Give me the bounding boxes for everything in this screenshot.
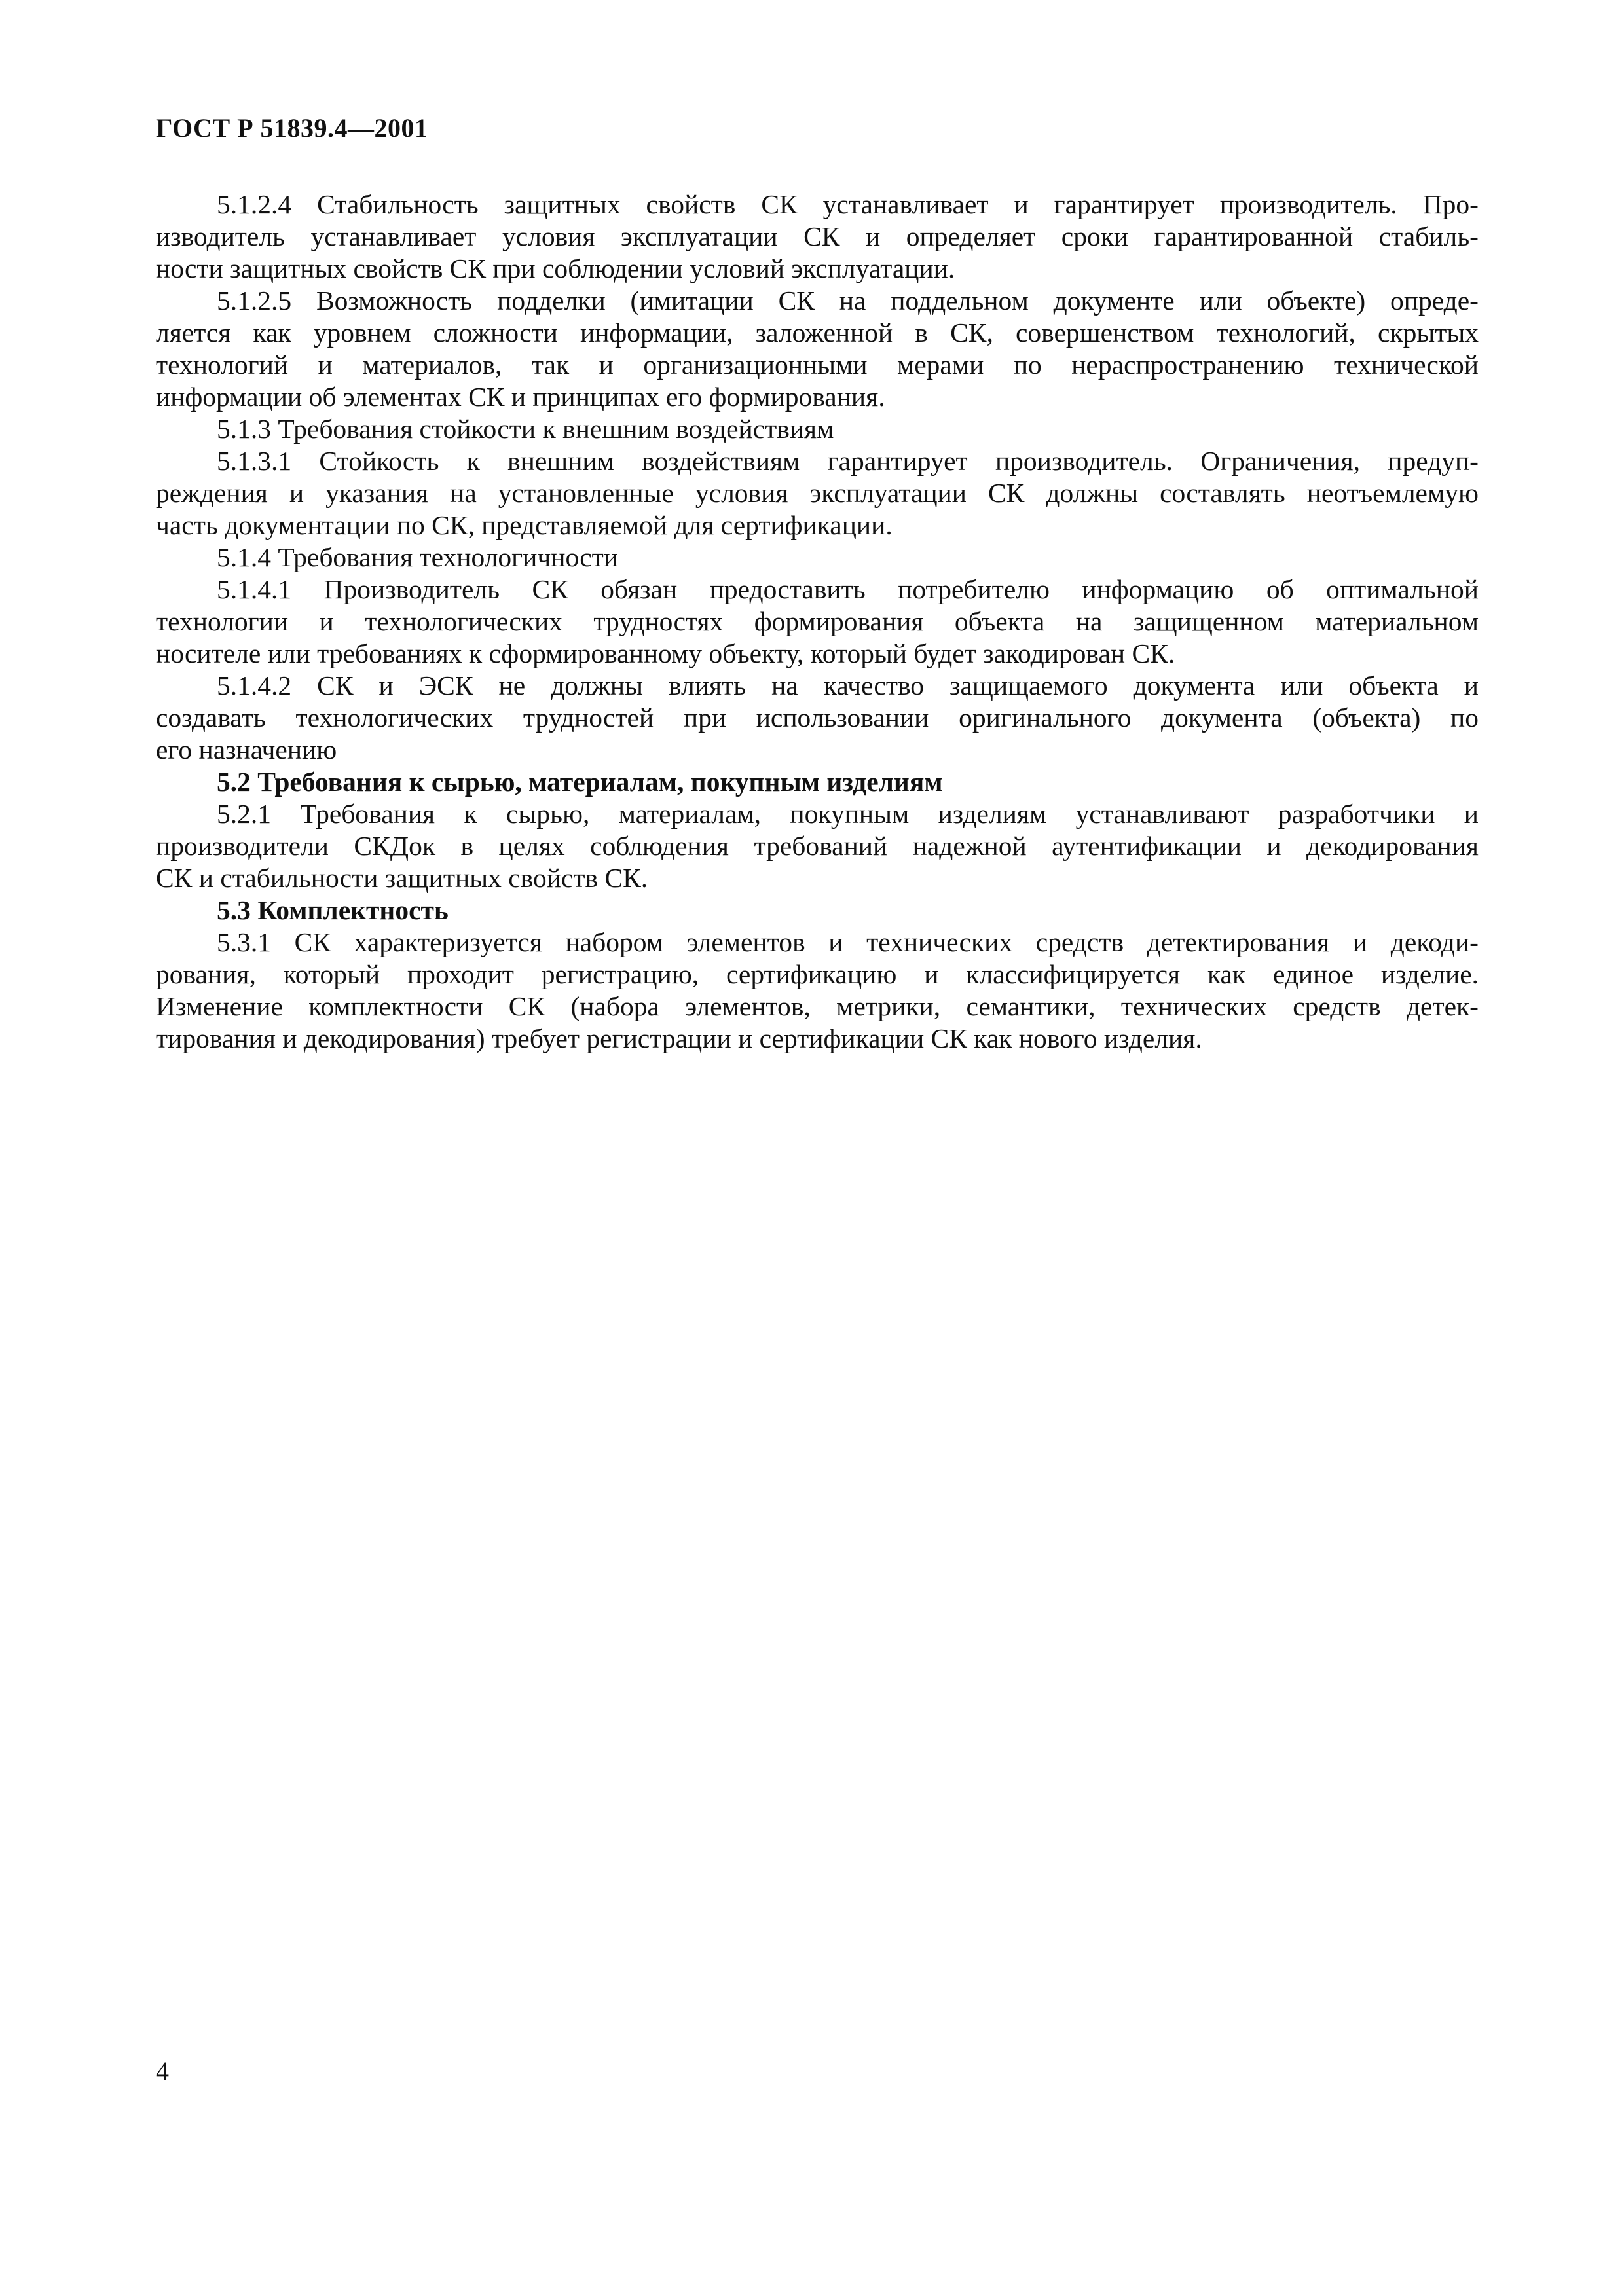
paragraph-line: технологии и технологических трудностях формирования объекта на защищенном материальном bbox=[156, 606, 1479, 636]
paragraph-line: технологий и материалов, так и организационными мерами по нераспространению технической bbox=[156, 350, 1479, 380]
paragraph-line: 5.1.4.1 Производитель СК обязан предоставить потребителю информацию об оптимальной bbox=[217, 574, 1479, 604]
paragraph-line: реждения и указания на установленные условия эксплуатации СК должны составлять неотъемлемую bbox=[156, 478, 1479, 508]
paragraph-line: Изменение комплектности СК (набора элементов, метрики, семантики, технических средств детек- bbox=[156, 991, 1479, 1021]
paragraph-line: 5.2.1 Требования к сырью, материалам, покупным изделиям устанавливают разработчики и bbox=[217, 799, 1479, 829]
document-body bbox=[156, 189, 1479, 1055]
paragraph-line: его назначению bbox=[156, 735, 337, 765]
subsection-heading: 5.1.4 Требования технологичности bbox=[217, 542, 619, 572]
paragraph-line: изводитель устанавливает условия эксплуатации СК и определяет сроки гарантированной стабиль- bbox=[156, 221, 1479, 251]
subsection-heading: 5.1.3 Требования стойкости к внешним воздействиям bbox=[217, 414, 834, 444]
paragraph-line: 5.1.3.1 Стойкость к внешним воздействиям гарантирует производитель. Ограничения, предуп- bbox=[217, 446, 1479, 476]
paragraph-line: 5.3.1 СК характеризуется набором элементов и технических средств детектирования и декоди- bbox=[217, 927, 1479, 957]
paragraph-line: производители СКДок в целях соблюдения требований надежной аутентификации и декодирования bbox=[156, 831, 1479, 861]
paragraph-line: 5.1.4.2 СК и ЭСК не должны влиять на качество защищаемого документа или объекта и bbox=[217, 670, 1479, 701]
paragraph-line: 5.1.2.4 Стабильность защитных свойств СК устанавливает и гарантирует производитель. Про- bbox=[217, 189, 1479, 219]
paragraph-line: тирования и декодирования) требует регистрации и сертификации СК как нового изделия. bbox=[156, 1023, 1202, 1053]
paragraph-line: часть документации по СК, представляемой для сертификации. bbox=[156, 510, 893, 540]
paragraph-line: информации об элементах СК и принципах его формирования. bbox=[156, 382, 885, 412]
paragraph-line: ляется как уровнем сложности информации, заложенной в СК, совершенством технологий, скрытых bbox=[156, 318, 1479, 348]
paragraph-line: СК и стабильности защитных свойств СК. bbox=[156, 863, 648, 893]
paragraph-line: рования, который проходит регистрацию, сертификацию и классифицируется как единое изделие. bbox=[156, 959, 1479, 989]
section-heading: 5.3 Комплектность bbox=[217, 895, 449, 925]
paragraph-line: ности защитных свойств СК при соблюдении условий эксплуатации. bbox=[156, 253, 955, 283]
page-number: 4 bbox=[156, 2056, 169, 2086]
paragraph-line: создавать технологических трудностей при использовании оригинального документа (объекта) по bbox=[156, 702, 1479, 733]
section-heading: 5.2 Требования к сырью, материалам, покупным изделиям bbox=[217, 767, 943, 797]
paragraph-line: 5.1.2.5 Возможность подделки (имитации СК на поддельном документе или объекте) опреде- bbox=[217, 285, 1479, 316]
paragraph-line: носителе или требованиях к сформированному объекту, который будет закодирован СК. bbox=[156, 638, 1175, 668]
document-header: ГОСТ Р 51839.4—2001 bbox=[156, 113, 428, 143]
